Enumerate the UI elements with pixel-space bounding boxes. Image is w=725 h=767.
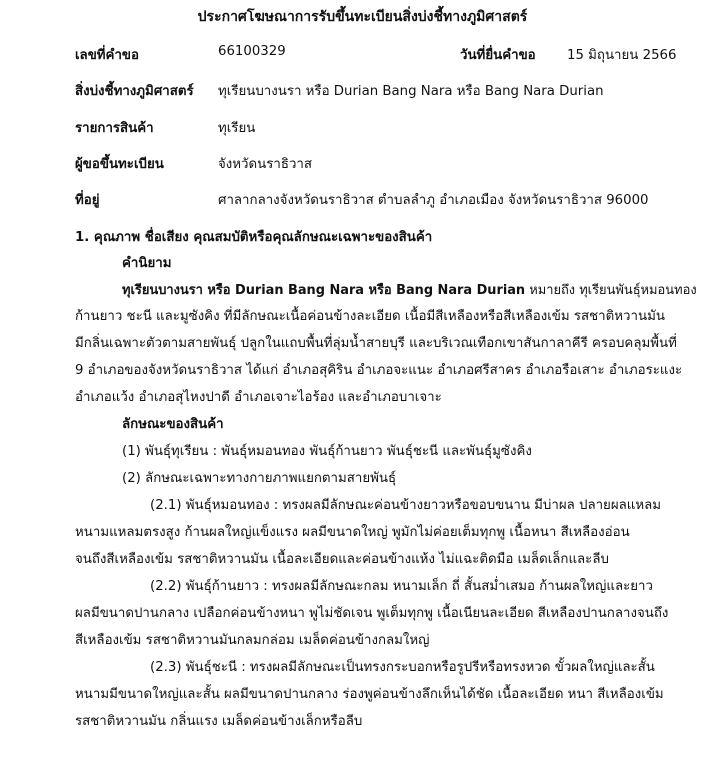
applicant-label: ผู้ขอขึ้นทะเบียน [75,157,164,172]
definition-line: มีกลิ่นเฉพาะตัวตามสายพันธุ์ ปลูกในแถบพื้นที่ลุ่มน้ำสายบุรี และบริเวณเทือกเขาสันกาลาคีรี ครอบคลุมพื้นที่ [75,336,677,351]
sub-item-line: (2.1) พันธุ์หมอนทอง : ทรงผลมีลักษณะค่อนข้างยาวหรือขอบขนาน มีบ่าผล ปลายผลแหลม [150,498,662,513]
product-value: ทุเรียน [218,121,256,136]
definition-line: อำเภอแว้ง อำเภอสุไหงปาดี อำเภอเจาะไอร้อง และอำเภอบาเจาะ [75,390,442,405]
sub-item-line: (2.2) พันธุ์ก้านยาว : ทรงผลมีลักษณะกลม หนามเล็ก ถี่ สั้นสม่ำเสมอ ก้านผลใหญ่และยาว [150,579,653,594]
definition-line: ก้านยาว ชะนี และมูซังคิง ที่มีลักษณะเนื้อค่อนข้างละเอียด เนื้อมีสีเหลืองหรือสีเหลืองเข้ม รสชาติหวานมัน [75,309,665,324]
sub-item-line: หนามแหลมตรงสูง ก้านผลใหญ่แข็งแรง ผลมีขนาดใหญ่ พูมักไม่ค่อยเต็มทุกพู เนื้อหนา สีเหลืองอ่อน [75,525,630,540]
characteristics-heading: ลักษณะของสินค้า [122,417,224,432]
list-item: (1) พันธุ์ทุเรียน : พันธุ์หมอนทอง พันธุ์ก้านยาว พันธุ์ชะนี และพันธุ์มูซังคิง [122,444,532,459]
sub-item-line: จนถึงสีเหลืองเข้ม รสชาติหวานมัน เนื้อละเอียดและค่อนข้างแห้ง ไม่แฉะติดมือ เมล็ดเล็กและลีบ [75,552,609,567]
list-item: (2) ลักษณะเฉพาะทางกายภาพแยกตามสายพันธุ์ [122,471,397,486]
sub-item-line: ผลมีขนาดปานกลาง เปลือกค่อนข้างหนา พูไม่ชัดเจน พูเต็มทุกพู เนื้อเนียนละเอียด สีเหลืองปานกลางจนถึง [75,606,669,621]
address-label: ที่อยู่ [75,193,100,208]
filing-date-value: 15 มิถุนายน 2566 [567,48,677,63]
definition-term: ทุเรียนบางนรา หรือ Durian Bang Nara หรือ Bang Nara Durian [122,283,526,298]
section-heading: 1. คุณภาพ ชื่อเสียง คุณสมบัติหรือคุณลักษณะเฉพาะของสินค้า [75,230,433,245]
product-label: รายการสินค้า [75,121,154,136]
gi-label: สิ่งบ่งชี้ทางภูมิศาสตร์ [75,84,194,99]
sub-item-line: รสชาติหวานมัน กลิ่นแรง เมล็ดค่อนข้างเล็กหรือลีบ [75,714,363,729]
page-title: ประกาศโฆษณาการรับขึ้นทะเบียนสิ่งบ่งชี้ทางภูมิศาสตร์ [197,9,528,25]
address-value: ศาลากลางจังหวัดนราธิวาส ตำบลลำภู อำเภอเมือง จังหวัดนราธิวาส 96000 [218,193,649,208]
definition-text: หมายถึง ทุเรียนพันธุ์หมอนทอง [525,283,697,298]
request-no-value: 66100329 [218,44,286,59]
request-no-label: เลขที่คำขอ [75,48,139,63]
gi-value: ทุเรียนบางนรา หรือ Durian Bang Nara หรือ Bang Nara Durian [218,84,604,99]
filing-date-label: วันที่ยื่นคำขอ [460,48,536,63]
sub-item-line: สีเหลืองเข้ม รสชาติหวานมันกลมกล่อม เมล็ดค่อนข้างกลมใหญ่ [75,633,430,648]
definition-first-line [122,279,697,300]
definition-heading: คำนิยาม [122,256,172,271]
definition-line: 9 อำเภอของจังหวัดนราธิวาส ได้แก่ อำเภอสุคิริน อำเภอจะแนะ อำเภอศรีสาคร อำเภอรือเสาะ อำเภอระแงะ [75,363,683,378]
sub-item-line: (2.3) พันธุ์ชะนี : ทรงผลมีลักษณะเป็นทรงกระบอกหรือรูปรีหรือทรงหวด ขั้วผลใหญ่และสั้น [150,660,655,675]
applicant-value: จังหวัดนราธิวาส [218,157,313,172]
sub-item-line: หนามมีขนาดใหญ่และสั้น ผลมีขนาดปานกลาง ร่องพูค่อนข้างลึกเห็นได้ชัด เนื้อละเอียด หนา สีเหลืองเข้ม [75,687,664,702]
